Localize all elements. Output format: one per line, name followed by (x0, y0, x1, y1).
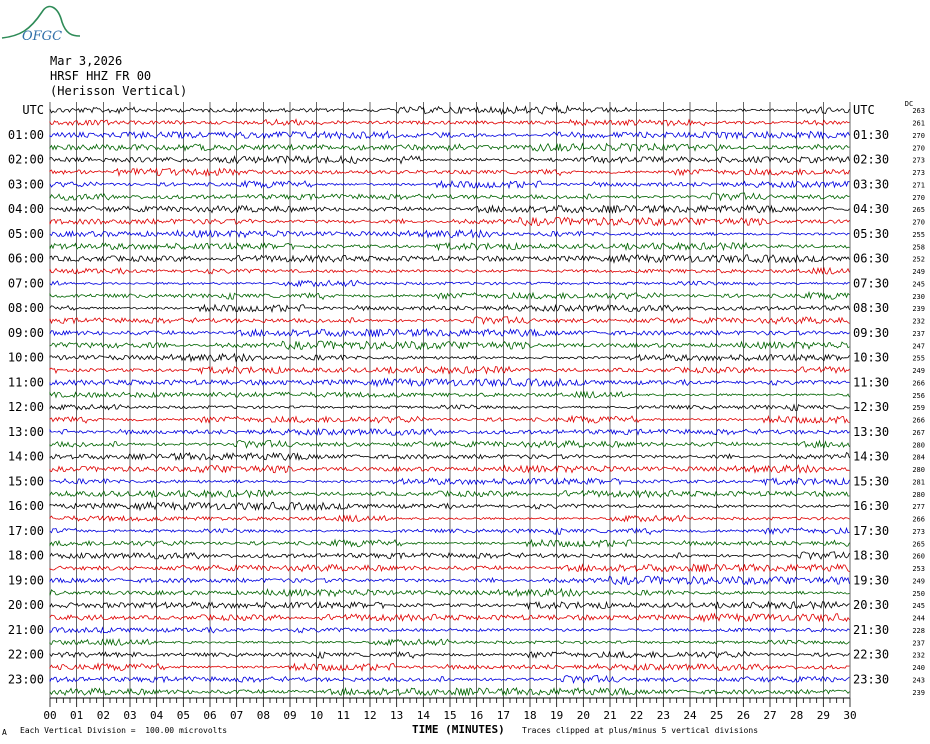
left-time-label: 14:00 (7, 449, 44, 464)
x-tick-label: 17 (496, 709, 510, 722)
left-time-label: 06:00 (7, 251, 44, 266)
right-time-label: 12:30 (853, 400, 890, 415)
dc-offset-label: 261 (912, 119, 925, 128)
right-time-label: 05:30 (853, 226, 890, 241)
right-time-label: 08:30 (853, 301, 890, 316)
dc-offset-label: 239 (912, 305, 925, 314)
x-tick-label: 05 (176, 709, 190, 722)
x-tick-label: 23 (656, 709, 670, 722)
dc-offset-label: 256 (912, 391, 925, 400)
left-time-label: 20:00 (7, 598, 44, 613)
left-time-label: 02:00 (7, 152, 44, 167)
dc-offset-label: 281 (912, 478, 925, 487)
dc-offset-label: 240 (912, 664, 925, 673)
left-time-label: 10:00 (7, 350, 44, 365)
station-code: HRSF HHZ FR 00 (50, 69, 152, 83)
dc-offset-label: 280 (912, 466, 925, 475)
dc-offset-label: 237 (912, 639, 925, 648)
dc-offset-label: 266 (912, 379, 925, 388)
dc-offset-label: 249 (912, 577, 925, 586)
x-tick-label: 29 (816, 709, 830, 722)
dc-offset-label: 265 (912, 540, 925, 549)
right-time-label: 21:30 (853, 622, 890, 637)
left-time-label: 01:00 (7, 127, 44, 142)
dc-offset-label: 280 (912, 490, 925, 499)
dc-offset-label: 249 (912, 268, 925, 277)
x-tick-label: 03 (123, 709, 137, 722)
dc-offset-label: 245 (912, 602, 925, 611)
x-tick-label: 24 (683, 709, 697, 722)
dc-offset-label: 232 (912, 651, 925, 660)
right-time-label: 18:30 (853, 548, 890, 563)
left-time-label: 19:00 (7, 573, 44, 588)
dc-offset-label: 252 (912, 255, 925, 264)
dc-offset-label: 270 (912, 131, 925, 140)
right-time-label: 16:30 (853, 499, 890, 514)
x-tick-label: 08 (256, 709, 270, 722)
left-time-label: 18:00 (7, 548, 44, 563)
x-tick-label: 30 (843, 709, 857, 722)
vertical-division-note: Each Vertical Division = 100.00 microvolts (20, 726, 228, 735)
dc-offset-label: 230 (912, 292, 925, 301)
logo-text: OFGC (22, 29, 63, 44)
plot-date: Mar 3,2026 (50, 54, 123, 68)
right-time-label: 07:30 (853, 276, 890, 291)
left-time-label: 22:00 (7, 647, 44, 662)
right-time-label: 13:30 (853, 424, 890, 439)
x-tick-label: 27 (763, 709, 777, 722)
left-time-label: 21:00 (7, 622, 44, 637)
right-time-label: 03:30 (853, 177, 890, 192)
left-time-label: 05:00 (7, 226, 44, 241)
right-time-label: 02:30 (853, 152, 890, 167)
x-tick-label: 20 (576, 709, 590, 722)
left-time-label: 04:00 (7, 202, 44, 217)
x-tick-label: 12 (363, 709, 377, 722)
dc-offset-label: 263 (912, 107, 925, 116)
dc-offset-label: 250 (912, 589, 925, 598)
left-time-label: 11:00 (7, 375, 44, 390)
right-time-label: 06:30 (853, 251, 890, 266)
dc-offset-label: 237 (912, 329, 925, 338)
right-time-label: 04:30 (853, 202, 890, 217)
dc-offset-label: 273 (912, 169, 925, 178)
x-tick-label: 25 (710, 709, 724, 722)
dc-offset-label: 266 (912, 416, 925, 425)
left-time-label: UTC (22, 103, 44, 118)
dc-offset-label: 247 (912, 342, 925, 351)
station-name: (Herisson Vertical) (50, 84, 188, 98)
x-tick-label: 13 (390, 709, 404, 722)
right-time-label: 17:30 (853, 523, 890, 538)
x-tick-label: 22 (630, 709, 644, 722)
left-time-label: 16:00 (7, 499, 44, 514)
dc-offset-label: 228 (912, 626, 925, 635)
right-time-label: 20:30 (853, 598, 890, 613)
right-time-label: 11:30 (853, 375, 890, 390)
right-time-label: 14:30 (853, 449, 890, 464)
left-time-label: 03:00 (7, 177, 44, 192)
x-tick-label: 28 (790, 709, 804, 722)
left-time-label: 15:00 (7, 474, 44, 489)
dc-offset-label: 259 (912, 404, 925, 413)
x-tick-label: 02 (96, 709, 110, 722)
x-tick-label: 07 (230, 709, 244, 722)
x-tick-label: 21 (603, 709, 617, 722)
dc-offset-label: 280 (912, 441, 925, 450)
dc-offset-label: 258 (912, 243, 925, 252)
right-time-label: 15:30 (853, 474, 890, 489)
dc-column-header: DC (904, 100, 914, 108)
dc-offset-label: 245 (912, 280, 925, 289)
dc-offset-label: 265 (912, 206, 925, 215)
left-time-label: 23:00 (7, 672, 44, 687)
x-tick-label: 11 (336, 709, 350, 722)
dc-offset-label: 271 (912, 181, 925, 190)
dc-offset-label: 266 (912, 515, 925, 524)
right-time-label: 22:30 (853, 647, 890, 662)
dc-offset-label: 270 (912, 218, 925, 227)
dc-offset-label: 255 (912, 354, 925, 363)
left-time-label: 17:00 (7, 523, 44, 538)
x-tick-label: 19 (550, 709, 564, 722)
dc-offset-label: 270 (912, 193, 925, 202)
dc-offset-label: 284 (912, 453, 925, 462)
dc-offset-label: 255 (912, 230, 925, 239)
dc-offset-label: 270 (912, 144, 925, 153)
dc-offset-label: 249 (912, 367, 925, 376)
right-time-label: UTC (853, 103, 875, 118)
x-tick-label: 10 (310, 709, 324, 722)
x-tick-label: 06 (203, 709, 217, 722)
dc-offset-label: 267 (912, 428, 925, 437)
x-tick-label: 09 (283, 709, 297, 722)
dc-offset-label: 239 (912, 688, 925, 697)
dc-offset-label: 277 (912, 503, 925, 512)
x-axis-label: TIME (MINUTES) (412, 723, 505, 736)
x-tick-label: 26 (736, 709, 750, 722)
x-tick-label: 15 (443, 709, 457, 722)
dc-offset-label: 273 (912, 527, 925, 536)
dc-offset-label: 260 (912, 552, 925, 561)
footer-corner-mark: A (2, 728, 7, 737)
left-time-label: 08:00 (7, 301, 44, 316)
dc-offset-label: 232 (912, 317, 925, 326)
right-time-label: 19:30 (853, 573, 890, 588)
right-time-label: 01:30 (853, 127, 890, 142)
left-time-label: 09:00 (7, 325, 44, 340)
right-time-label: 23:30 (853, 672, 890, 687)
x-tick-label: 04 (150, 709, 164, 722)
x-tick-label: 01 (70, 709, 84, 722)
x-tick-label: 14 (416, 709, 430, 722)
x-tick-label: 00 (43, 709, 57, 722)
dc-offset-label: 244 (912, 614, 925, 623)
x-tick-label: 16 (470, 709, 484, 722)
left-time-label: 07:00 (7, 276, 44, 291)
dc-offset-label: 243 (912, 676, 925, 685)
left-time-label: 13:00 (7, 424, 44, 439)
left-time-label: 12:00 (7, 400, 44, 415)
dc-offset-label: 273 (912, 156, 925, 165)
right-time-label: 09:30 (853, 325, 890, 340)
x-tick-label: 18 (523, 709, 537, 722)
right-time-label: 10:30 (853, 350, 890, 365)
dc-offset-label: 253 (912, 565, 925, 574)
clipping-note: Traces clipped at plus/minus 5 vertical divisions (522, 726, 759, 735)
